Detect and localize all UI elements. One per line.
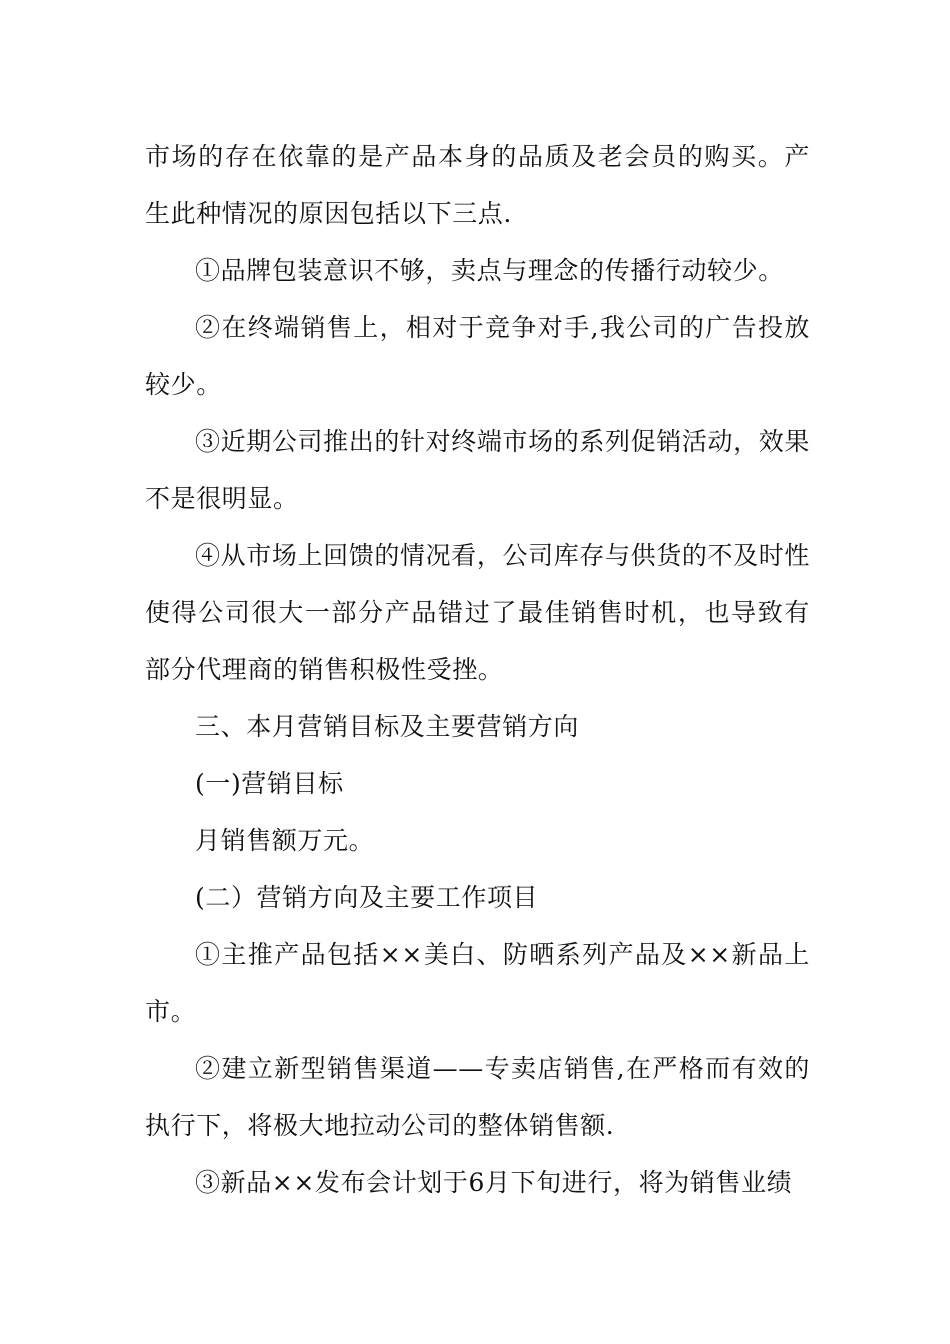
paragraph-sales-target: 月销售额万元。	[195, 826, 375, 855]
paragraph-work-item-3: ③新品××发布会计划于6月下旬进行，将为销售业绩	[195, 1168, 793, 1197]
paragraph-work-item-1: ①主推产品包括××美白、防晒系列产品及××新品上市。	[145, 940, 810, 1026]
body-text	[145, 128, 810, 1211]
paragraph-reason-intro: 市场的存在依靠的是产品本身的品质及老会员的购买。产生此种情况的原因包括以下三点.	[145, 142, 810, 228]
paragraph-point-1: ①品牌包装意识不够，卖点与理念的传播行动较少。	[195, 256, 784, 285]
paragraph-point-3: ③近期公司推出的针对终端市场的系列促销活动，效果不是很明显。	[145, 427, 810, 513]
paragraph-point-4: ④从市场上回馈的情况看，公司库存与供货的不及时性使得公司很大一部分产品错过了最佳销售时机，也导致有部分代理商的销售积极性受挫。	[145, 541, 810, 684]
paragraph-work-item-2: ②建立新型销售渠道——专卖店销售,在严格而有效的执行下，将极大地拉动公司的整体销售额.	[145, 1054, 810, 1140]
section-heading-3: 三、本月营销目标及主要营销方向	[195, 712, 580, 741]
paragraph-point-2: ②在终端销售上，相对于竞争对手,我公司的广告投放较少。	[145, 313, 810, 399]
subsection-heading-2: (二）营销方向及主要工作项目	[195, 883, 539, 912]
subsection-heading-1: (一)营销目标	[195, 769, 344, 798]
